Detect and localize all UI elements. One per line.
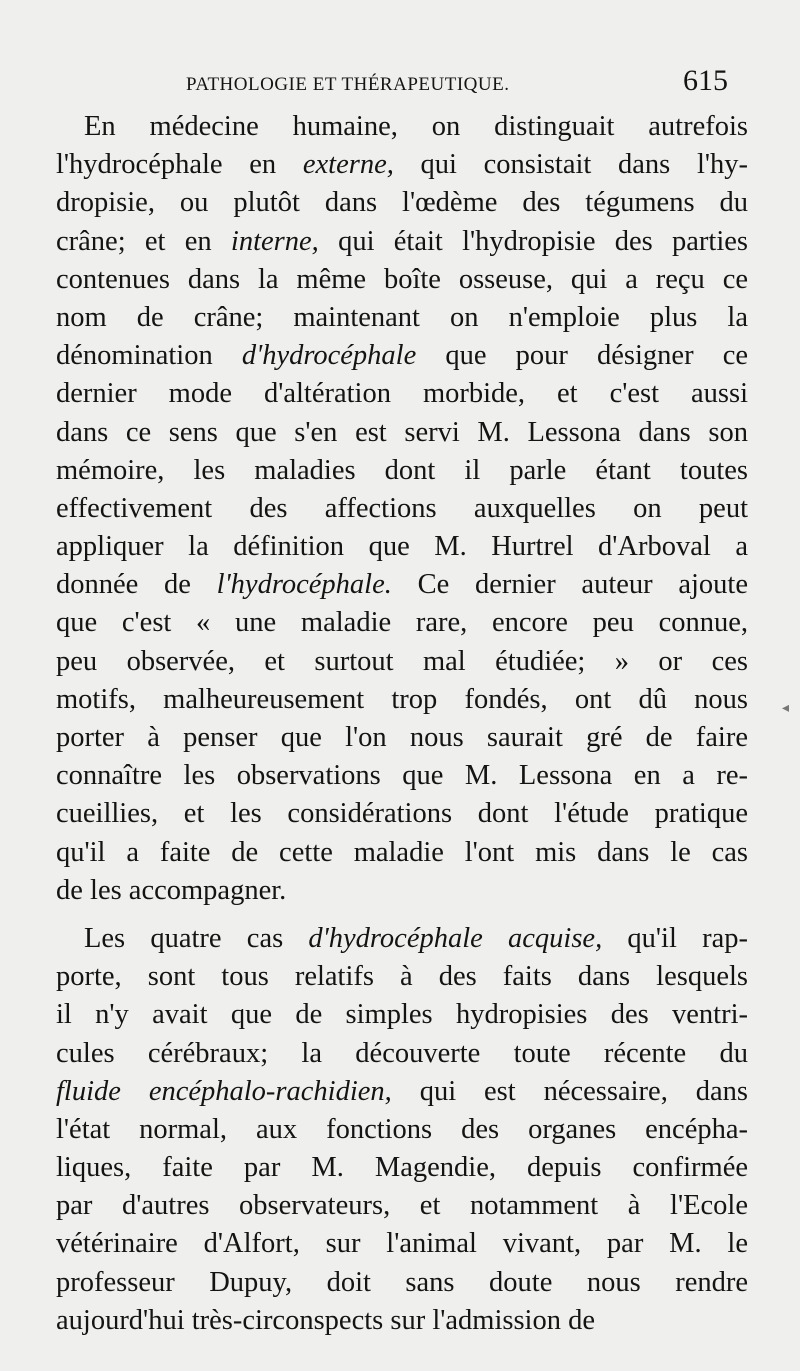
text-segment: dropisie, ou plutôt dans l'œdème des tégumens du xyxy=(56,187,748,219)
text-segment: cueillies, et les considérations dont l'étude pratique xyxy=(56,798,748,830)
text-line xyxy=(56,681,748,719)
text-line xyxy=(56,528,748,566)
text-segment: l'état normal, aux fonctions des organes encépha- xyxy=(56,1113,748,1145)
text-segment: appliquer la définition que M. Hurtrel d'Arboval a xyxy=(56,531,748,563)
text-line xyxy=(56,872,748,910)
text-segment: effectivement des affections auxquelles on peut xyxy=(56,492,748,524)
text-segment: par d'autres observateurs, et notamment à l'Ecole xyxy=(56,1190,748,1222)
text-segment: que pour désigner ce xyxy=(416,340,748,372)
text-segment: nom de crâne; maintenant on n'emploie plus la xyxy=(56,301,748,333)
text-segment: Ce dernier auteur ajoute xyxy=(391,569,749,601)
text-line xyxy=(56,643,748,681)
text-line xyxy=(56,834,748,872)
text-line xyxy=(56,920,748,958)
italic-text: l'hydrocéphale. xyxy=(216,569,392,601)
text-line xyxy=(56,757,748,795)
page-header xyxy=(0,62,800,102)
text-segment: dénomination xyxy=(56,340,242,372)
text-line xyxy=(56,1149,748,1187)
text-segment: crâne; et en xyxy=(56,225,231,257)
page-number: 615 xyxy=(683,64,728,97)
text-line xyxy=(56,299,748,337)
text-segment: motifs, malheureusement trop fondés, ont dû nous xyxy=(56,683,748,715)
text-line xyxy=(56,414,748,452)
paragraph xyxy=(56,920,748,1340)
text-line xyxy=(56,958,748,996)
text-line xyxy=(56,223,748,261)
text-line xyxy=(56,108,748,146)
italic-text: interne, xyxy=(230,225,319,257)
text-segment: dans ce sens que s'en est servi M. Lessona dans son xyxy=(56,416,748,448)
text-line xyxy=(56,1111,748,1149)
text-line xyxy=(56,1035,748,1073)
text-segment: contenues dans la même boîte osseuse, qui a reçu ce xyxy=(56,263,748,295)
text-segment: qui est nécessaire, dans xyxy=(391,1075,748,1107)
margin-mark: ◂ xyxy=(782,700,790,716)
text-segment: qu'il a faite de cette maladie l'ont mis dans le cas xyxy=(56,836,748,868)
text-line xyxy=(56,566,748,604)
text-segment: porter à penser que l'on nous saurait gré de faire xyxy=(56,722,748,753)
text-line xyxy=(56,719,748,757)
text-segment: que c'est « une maladie rare, encore peu connue, xyxy=(56,607,748,639)
text-line xyxy=(56,1264,748,1302)
text-segment: professeur Dupuy, doit sans doute nous rendre xyxy=(56,1266,748,1298)
italic-text: d'hydrocéphale acquise, xyxy=(308,922,603,954)
text-line xyxy=(56,184,748,222)
text-segment: En médecine humaine, on distinguait autrefois xyxy=(84,111,748,142)
text-segment: porte, sont tous relatifs à des faits dans lesquels xyxy=(56,961,748,993)
text-line xyxy=(56,452,748,490)
text-body xyxy=(56,108,748,1340)
text-segment: de les accompagner. xyxy=(56,874,287,906)
text-segment: mémoire, les maladies dont il parle étant toutes xyxy=(56,454,748,486)
text-segment: Les quatre cas xyxy=(84,922,309,954)
text-line xyxy=(56,1187,748,1225)
running-head: PATHOLOGIE ET THÉRAPEUTIQUE. xyxy=(186,74,510,95)
text-line xyxy=(56,490,748,528)
text-segment: donnée de xyxy=(56,569,217,601)
italic-text: externe, xyxy=(302,149,394,181)
italic-text: d'hydrocéphale xyxy=(241,340,417,372)
text-line xyxy=(56,604,748,642)
text-line xyxy=(56,337,748,375)
text-segment: dernier mode d'altération morbide, et c'est aussi xyxy=(56,378,748,410)
text-segment: qu'il rap- xyxy=(602,922,748,954)
text-segment: qui consistait dans l'hy- xyxy=(393,149,748,181)
text-segment: l'hydrocéphale en xyxy=(56,149,303,181)
text-line xyxy=(56,146,748,184)
text-segment: aujourd'hui très-circonspects sur l'admission de xyxy=(56,1304,595,1336)
text-line xyxy=(56,1225,748,1263)
text-segment: qui était l'hydropisie des parties xyxy=(318,225,748,257)
text-line xyxy=(56,996,748,1034)
text-segment: il n'y avait que de simples hydropisies des ventri- xyxy=(56,999,748,1031)
text-line xyxy=(56,375,748,413)
text-segment: peu observée, et surtout mal étudiée; » or ces xyxy=(56,645,748,677)
text-segment: cules cérébraux; la découverte toute récente du xyxy=(56,1037,748,1069)
text-line xyxy=(56,261,748,299)
text-line xyxy=(56,1302,748,1340)
text-segment: liques, faite par M. Magendie, depuis confirmée xyxy=(56,1152,748,1184)
italic-text: fluide encéphalo-rachidien, xyxy=(56,1075,392,1107)
text-segment: connaître les observations que M. Lessona en a re- xyxy=(56,760,748,792)
paragraph-gap xyxy=(56,910,748,920)
text-line xyxy=(56,795,748,833)
text-line xyxy=(56,1073,748,1111)
paragraph xyxy=(56,108,748,910)
text-segment: vétérinaire d'Alfort, sur l'animal vivant, par M. le xyxy=(56,1228,748,1260)
